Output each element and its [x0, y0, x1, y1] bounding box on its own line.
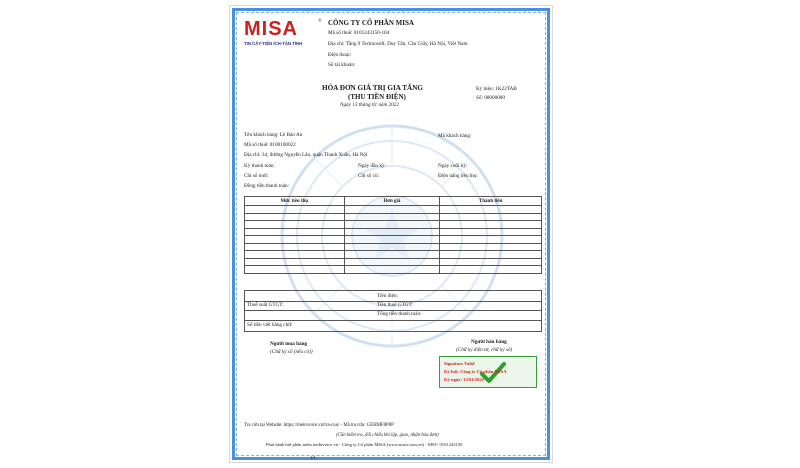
registered-mark: ®: [318, 19, 322, 24]
start-date: Ngày đầu kỳ:: [358, 163, 386, 169]
table-row: [245, 258, 542, 266]
invoice-title: HÓA ĐƠN GIÁ TRỊ GIA TĂNG: [322, 84, 423, 92]
customer-tax-code: Mã số thuế: 0100100022: [244, 142, 296, 148]
company-tax-code: Mã số thuế: 0101243150-104: [328, 30, 390, 36]
publisher-info: Phát hành bởi phần mềm meInvoice.vn - Công ty Cổ phần MISA (www.misa.com.vn) - MST: 0101243150: [266, 442, 463, 447]
electricity-amount: Tiền điện:: [377, 293, 398, 299]
logo-slogan: TIN CẬY-TIỆN ÍCH-TẬN TÌNH: [244, 41, 303, 46]
signature-valid: Signature Valid: [444, 361, 475, 366]
customer-name: Tên khách hàng: Lê Bảo An: [244, 132, 303, 138]
logo-wordmark: MISA: [244, 18, 298, 40]
verification-note: (Cần kiểm tra, đối chiếu khi lập, giao, nhận hóa đơn): [336, 433, 439, 438]
col-header-amount: Thành tiền: [440, 197, 542, 206]
summary-box: [244, 290, 542, 332]
consumption-table: [244, 196, 542, 274]
seller-note: (Chữ ký điện tử, chữ ký số): [456, 347, 513, 353]
invoice-date: Ngày 13 tháng 01 năm 2022: [340, 102, 399, 108]
total-amount: Tổng tiền thanh toán:: [377, 311, 422, 317]
vat-amount: Tiền thuế GTGT:: [377, 302, 413, 308]
payment-period: Kỳ thanh toán:: [244, 163, 275, 169]
consumption: Điện năng tiêu thụ:: [438, 173, 478, 179]
customer-code: Mã khách hàng:: [438, 133, 472, 139]
vat-rate: Thuế suất GTGT:: [247, 302, 284, 308]
old-index: Chỉ số cũ:: [358, 173, 380, 179]
col-header-consumption: Mức tiêu thụ: [245, 197, 345, 206]
end-date: Ngày cuối kỳ:: [438, 163, 468, 169]
company-name: CÔNG TY CỔ PHẦN MISA: [328, 19, 414, 27]
table-row: [245, 213, 542, 221]
seller-label: Người bán hàng: [471, 339, 507, 345]
customer-address: Địa chỉ: 34, đường Nguyễn Lân, quận Thanh Xuân, Hà Nội: [244, 152, 368, 158]
table-row: [245, 221, 542, 229]
digital-signature-box: [439, 356, 537, 388]
invoice-subtitle: (THU TIỀN ĐIỆN): [348, 93, 406, 101]
table-row: [245, 251, 542, 259]
new-index: Chỉ số mới:: [244, 173, 269, 179]
company-logo: [244, 18, 324, 48]
buyer-note: (Chữ ký số (nếu có)): [270, 349, 313, 355]
table-row: [245, 228, 542, 236]
company-phone: Điện thoại:: [328, 52, 352, 58]
company-address: Địa chỉ: Tầng 9 Technosoft, Duy Tân, Cầu Giấy, Hà Nội, Việt Nam: [328, 41, 468, 47]
table-row: [245, 236, 542, 244]
invoice-sheet: [230, 6, 552, 462]
page-number: 1/1: [310, 455, 316, 460]
lookup-info: Tra cứu tại Website: https://meinvoice.vn/tra-cuu/ - Mã tra cứu: GEHMF8P8P: [244, 423, 394, 428]
payment-currency: Đồng tiền thanh toán:: [244, 183, 290, 189]
company-account: Số tài khoản:: [328, 62, 356, 68]
amount-in-words: Số tiền viết bằng chữ:: [247, 322, 293, 328]
col-header-unit-price: Đơn giá: [344, 197, 440, 206]
table-row: [245, 266, 542, 274]
buyer-label: Người mua hàng: [270, 341, 308, 347]
signed-date: Ký ngày: 13/01/2022: [444, 377, 485, 382]
invoice-symbol: Ký hiệu: 1K22TAB: [476, 86, 517, 92]
invoice-number: Số: 00000000: [476, 95, 505, 101]
table-row: [245, 206, 542, 214]
signed-by: Ký bởi: Công ty Cổ phần MISA: [444, 369, 507, 374]
table-row: [245, 243, 542, 251]
